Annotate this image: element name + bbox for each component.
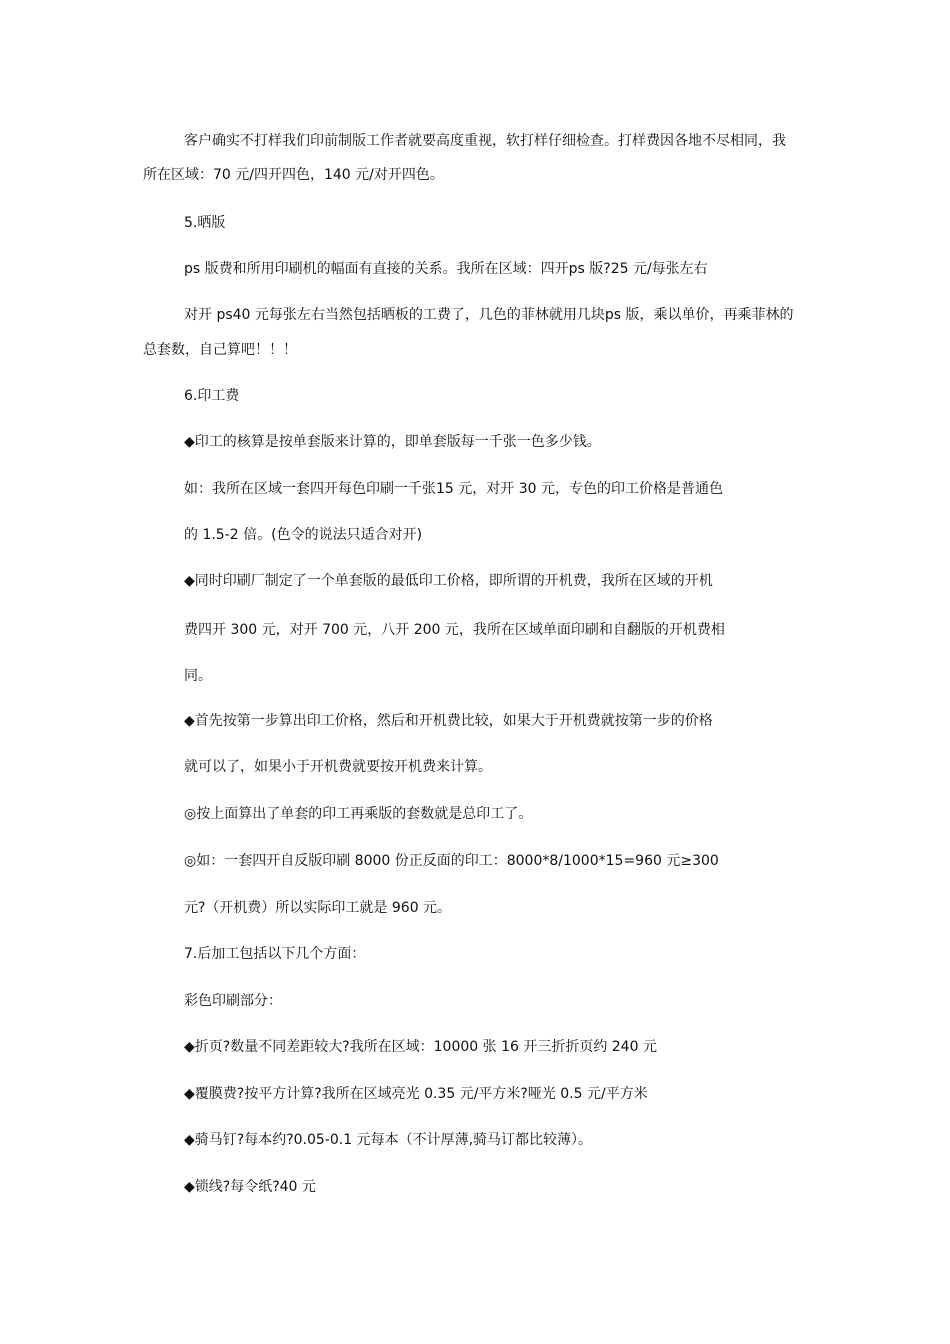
paragraph-line: 的 1.5-2 倍。(色令的说法只适合对开) — [184, 527, 423, 543]
note-line: ◎按上面算出了单套的印工再乘版的套数就是总印工了。 — [184, 806, 533, 822]
bullet-line: ◆折页?数量不同差距较大?我所在区域：10000 张 16 开三折折页约 240 元 — [184, 1039, 657, 1055]
paragraph-line: 对开 ps40 元每张左右当然包括晒板的工费了，几色的菲林就用几块ps 版，乘以单价，再乘菲林的 — [184, 307, 794, 323]
bullet-line: ◆覆膜费?按平方计算?我所在区域亮光 0.35 元/平方米?哑光 0.5 元/平方米 — [184, 1086, 648, 1102]
subheading: 彩色印刷部分： — [184, 993, 282, 1009]
paragraph-line: 所在区域：70 元/四开四色，140 元/对开四色。 — [143, 167, 444, 183]
bullet-line: ◆首先按第一步算出印工价格，然后和开机费比较，如果大于开机费就按第一步的价格 — [184, 713, 713, 729]
paragraph-line: 客户确实不打样我们印前制版工作者就要高度重视，软打样仔细检查。打样费因各地不尽相同，我 — [184, 133, 786, 149]
bullet-line: ◆同时印刷厂制定了一个单套版的最低印工价格，即所谓的开机费，我所在区域的开机 — [184, 573, 713, 589]
paragraph-line: 费四开 300 元，对开 700 元，八开 200 元，我所在区域单面印刷和自翻版的开机费相 — [184, 622, 725, 638]
bullet-line: ◆锁线?每令纸?40 元 — [184, 1179, 316, 1195]
paragraph-line: 如：我所在区域一套四开每色印刷一千张15 元，对开 30 元，专色的印工价格是普通色 — [184, 481, 723, 497]
paragraph-line: ps 版费和所用印刷机的幅面有直接的关系。我所在区域：四开ps 版?25 元/每张左右 — [184, 261, 708, 277]
paragraph-line: 就可以了，如果小于开机费就要按开机费来计算。 — [184, 759, 492, 775]
section-heading: 6.印工费 — [184, 388, 240, 404]
section-heading: 7.后加工包括以下几个方面： — [184, 946, 366, 962]
note-line: ◎如：一套四开自反版印刷 8000 份正反面的印工：8000*8/1000*15=960 元≥300 — [184, 853, 719, 869]
bullet-line: ◆印工的核算是按单套版来计算的，即单套版每一千张一色多少钱。 — [184, 434, 601, 450]
paragraph-line: 元?（开机费）所以实际印工就是 960 元。 — [184, 900, 452, 916]
paragraph-line: 总套数，自己算吧！！！ — [143, 342, 297, 358]
paragraph-line: 同。 — [184, 668, 212, 684]
section-heading: 5.晒版 — [184, 215, 226, 231]
bullet-line: ◆骑马钉?每本约?0.05-0.1 元每本（不计厚薄,骑马订都比较薄）。 — [184, 1132, 593, 1148]
